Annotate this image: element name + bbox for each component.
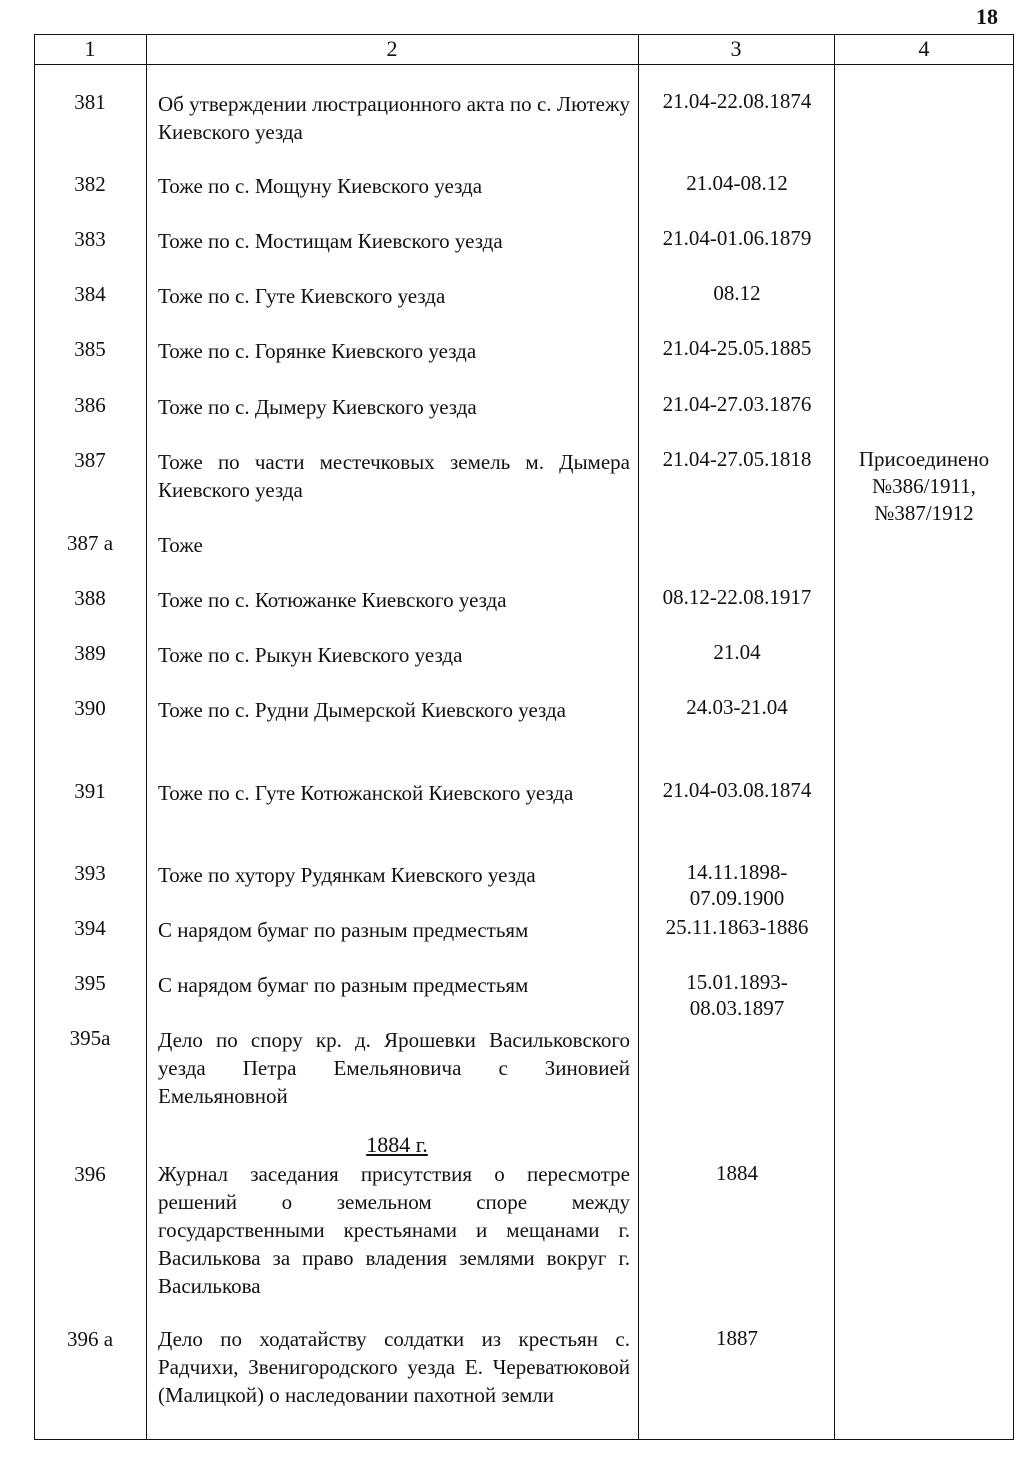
row-number: 387 — [74, 448, 106, 472]
row-date: 1887 — [716, 1326, 758, 1350]
row-number: 384 — [74, 282, 106, 306]
row-description: С нарядом бумаг по разным предместьям — [158, 973, 529, 997]
row-description: Журнал заседания присутствия о пересмотре решений о земельном споре между государственными крестьянами и мещанами г. Василькова за право владения землями вокруг г. Василькова — [158, 1162, 630, 1298]
row-description: Тоже по с. Рудни Дымерской Киевского уезда — [158, 698, 566, 722]
row-number: 396 а — [66, 1327, 114, 1351]
row-description: С нарядом бумаг по разным предместьям — [158, 918, 529, 942]
row-number: 387 а — [66, 531, 114, 555]
row-date: 21.04-01.06.1879 — [662, 226, 812, 250]
row-date: 21.04-25.05.1885 — [662, 336, 812, 360]
row-number: 391 — [74, 779, 106, 803]
column-divider — [146, 34, 147, 1440]
row-date: 25.11.1863-1886 — [665, 915, 809, 939]
row-number: 390 — [74, 696, 106, 720]
row-description: Дело по ходатайству солдатки из крестьян с. Радчихи, Звенигородского уезда Е. Череватюковой (Малицкой) о наследовании пахотной земли — [158, 1327, 630, 1407]
row-number: 381 — [74, 90, 106, 114]
column-header-4: 4 — [918, 36, 930, 61]
row-description: Тоже — [158, 533, 203, 557]
header-divider — [34, 64, 1014, 65]
row-number: 388 — [74, 586, 106, 610]
row-number: 395а — [69, 1026, 111, 1050]
row-description: Тоже по с. Мостищам Киевского уезда — [158, 229, 503, 253]
row-date: 1884 — [716, 1161, 758, 1185]
row-number: 382 — [74, 172, 106, 196]
row-date: 08.12-22.08.1917 — [662, 585, 812, 609]
row-number: 394 — [74, 916, 106, 940]
column-divider — [638, 34, 639, 1440]
row-number: 393 — [74, 861, 106, 885]
row-date: 21.04-22.08.1874 — [662, 89, 812, 113]
row-number: 389 — [74, 641, 106, 665]
row-description: Тоже по с. Гуте Котюжанской Киевского уезда — [158, 781, 574, 805]
row-date: 21.04 — [713, 640, 761, 664]
column-header-1: 1 — [84, 36, 96, 61]
row-description: Тоже по с. Горянке Киевского уезда — [158, 339, 477, 363]
row-note: Присоединено №386/1911, №387/1912 — [858, 447, 990, 525]
row-description: Дело по спору кр. д. Ярошевки Васильковского уезда Петра Емельяновича с Зиновией Емельяновной — [158, 1028, 630, 1108]
row-description: Тоже по с. Дымеру Киевского уезда — [158, 395, 477, 419]
row-description: Тоже по с. Гуте Киевского уезда — [158, 284, 446, 308]
row-description: Тоже по хутору Рудянкам Киевского уезда — [158, 863, 536, 887]
row-date: 21.04-03.08.1874 — [662, 778, 812, 802]
row-date: 14.11.1898- 07.09.1900 — [686, 860, 788, 910]
row-number: 383 — [74, 227, 106, 251]
row-number: 386 — [74, 393, 106, 417]
row-number: 385 — [74, 337, 106, 361]
row-description: Тоже по с. Мощуну Киевского уезда — [158, 174, 483, 198]
row-date: 21.04-08.12 — [686, 171, 788, 195]
row-date: 15.01.1893- 08.03.1897 — [686, 970, 788, 1020]
row-number: 395 — [74, 971, 106, 995]
column-header-3: 3 — [730, 36, 742, 61]
row-date: 21.04-27.03.1876 — [662, 392, 812, 416]
row-description: Тоже по с. Рыкун Киевского уезда — [158, 643, 463, 667]
page-number: 18 — [976, 4, 998, 29]
column-divider — [834, 34, 835, 1440]
year-heading: 1884 г. — [366, 1132, 428, 1157]
row-number: 396 — [74, 1162, 106, 1186]
column-header-2: 2 — [386, 36, 398, 61]
row-description: Тоже по с. Котюжанке Киевского уезда — [158, 588, 507, 612]
row-description: Об утверждении люстрационного акта по с. Лютежу Киевского уезда — [158, 92, 630, 144]
row-date: 21.04-27.05.1818 — [662, 447, 812, 471]
row-date: 08.12 — [713, 281, 761, 305]
row-description: Тоже по части местечковых земель м. Дымера Киевского уезда — [158, 450, 630, 502]
row-date: 24.03-21.04 — [686, 695, 788, 719]
